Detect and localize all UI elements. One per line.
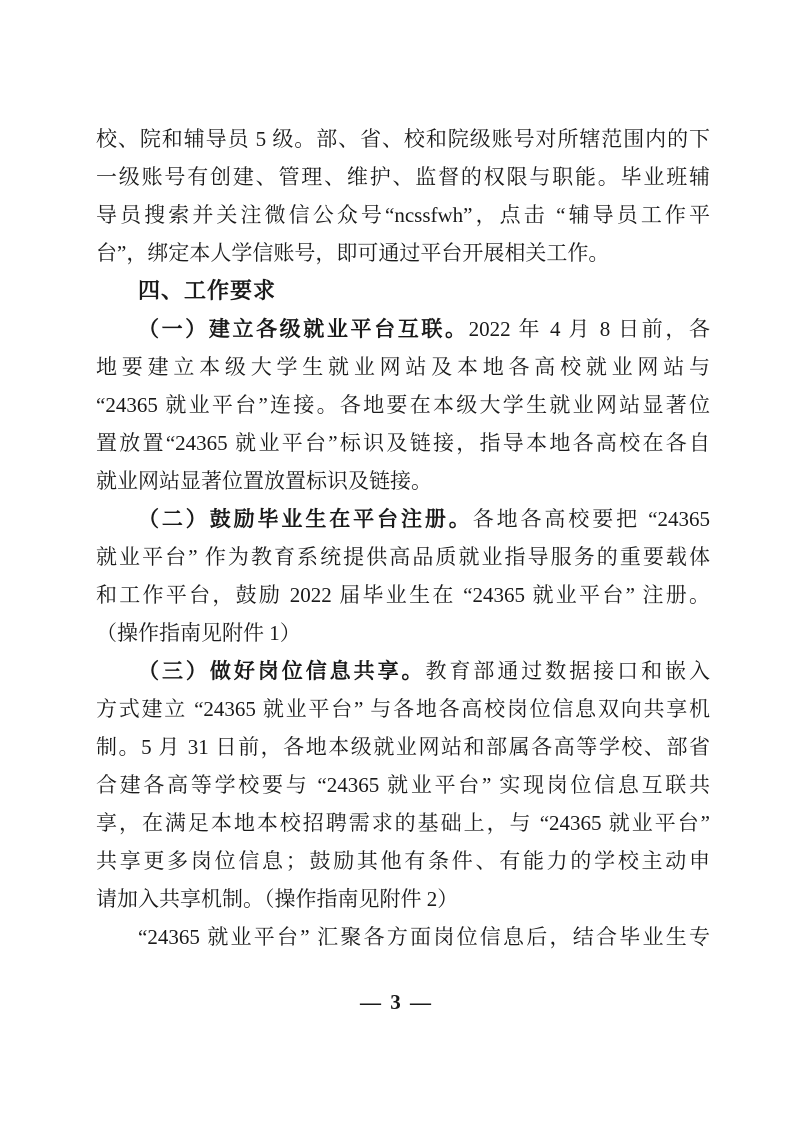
text-line xyxy=(96,804,710,842)
text-segment: 享，在满足本地本校招聘需求的基础上，与 “24365 就业平台” xyxy=(96,811,710,835)
text-line xyxy=(96,386,710,424)
text-segment: 导员搜索并关注微信公众号“ncssfwh”，点击 “辅导员工作平 xyxy=(96,203,710,227)
text-line xyxy=(96,576,710,614)
paragraph-lead: （一）建立各级就业平台互联。 xyxy=(138,317,469,341)
text-segment: 就业网站显著位置放置标识及链接。 xyxy=(96,469,432,493)
text-segment: 各地各高校要把 “24365 xyxy=(472,507,710,531)
text-line xyxy=(96,310,710,348)
text-segment: 2022 年 4 月 8 日前，各 xyxy=(468,317,710,341)
text-segment: 就业平台” 作为教育系统提供高品质就业指导服务的重要载体 xyxy=(96,545,710,569)
text-line xyxy=(96,842,710,880)
text-segment: 制。5 月 31 日前，各地本级就业网站和部属各高等学校、部省 xyxy=(96,735,710,759)
text-segment: （操作指南见附件 1） xyxy=(96,621,301,645)
text-line xyxy=(96,538,710,576)
text-line xyxy=(96,348,710,386)
text-line xyxy=(96,234,710,272)
text-line xyxy=(96,918,710,956)
text-segment: 合建各高等学校要与 “24365 就业平台” 实现岗位信息互联共 xyxy=(96,773,710,797)
paragraph-lead: （三）做好岗位信息共享。 xyxy=(138,659,426,683)
text-line xyxy=(96,766,710,804)
document-body xyxy=(96,120,710,956)
text-segment: “24365 就业平台”连接。各地要在本级大学生就业网站显著位 xyxy=(96,393,710,417)
text-segment: 一级账号有创建、管理、维护、监督的权限与职能。毕业班辅 xyxy=(96,165,710,189)
text-segment: 地要建立本级大学生就业网站及本地各高校就业网站与 xyxy=(96,355,710,379)
text-line xyxy=(96,614,710,652)
text-line xyxy=(96,728,710,766)
text-line xyxy=(96,120,710,158)
text-segment: 台”，绑定本人学信账号，即可通过平台开展相关工作。 xyxy=(96,241,610,265)
text-line xyxy=(96,424,710,462)
page-number: — 3 — xyxy=(360,990,433,1014)
text-line xyxy=(96,158,710,196)
text-line xyxy=(96,690,710,728)
text-segment: 请加入共享机制。（操作指南见附件 2） xyxy=(96,887,459,911)
text-line xyxy=(96,880,710,918)
text-segment: 方式建立 “24365 就业平台” 与各地各高校岗位信息双向共享机 xyxy=(96,697,710,721)
paragraph-lead: （二）鼓励毕业生在平台注册。 xyxy=(138,507,473,531)
text-line xyxy=(96,652,710,690)
text-line xyxy=(96,196,710,234)
text-segment: 置放置“24365 就业平台”标识及链接，指导本地各高校在各自 xyxy=(96,431,710,455)
text-segment: 和工作平台，鼓励 2022 届毕业生在 “24365 就业平台” 注册。 xyxy=(96,583,710,607)
text-line xyxy=(96,462,710,500)
text-segment: 共享更多岗位信息；鼓励其他有条件、有能力的学校主动申 xyxy=(96,849,710,873)
text-segment: 校、院和辅导员 5 级。部、省、校和院级账号对所辖范围内的下 xyxy=(96,127,710,151)
text-segment: 教育部通过数据接口和嵌入 xyxy=(425,659,710,683)
text-line xyxy=(96,500,710,538)
text-segment: “24365 就业平台” 汇聚各方面岗位信息后，结合毕业生专 xyxy=(138,925,710,949)
section-heading: 四、工作要求 xyxy=(138,278,277,303)
